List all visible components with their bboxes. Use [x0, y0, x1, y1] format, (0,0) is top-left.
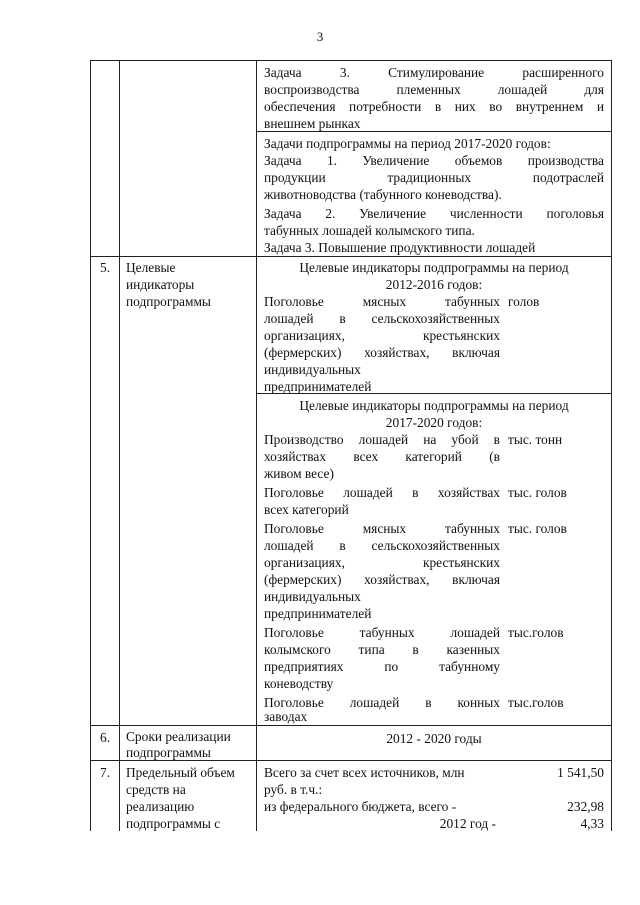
row-label: Предельный объем	[126, 765, 235, 780]
text-line: Задача 3. Повышение продуктивности лошадей	[264, 240, 536, 255]
indicator-line: лошадей в сельскохозяйственных	[264, 538, 500, 553]
text-line: воспроизводства племенных лошадей для	[264, 82, 604, 97]
indicator-unit: тыс.голов	[508, 625, 564, 640]
funding-value: 4,33	[580, 816, 604, 831]
text-line: Задача 3. Стимулирование расширенного	[264, 65, 604, 80]
row-label: подпрограммы с	[126, 816, 221, 831]
indicator-line: (фермерских) хозяйствах, включая	[264, 345, 500, 360]
indicator-line: индивидуальных	[264, 362, 361, 377]
text-line: табунных лошадей колымского типа.	[264, 223, 475, 238]
row-number: 7.	[100, 765, 111, 780]
text-line: обеспечения потребности в них во внутреннем и	[264, 99, 604, 114]
text-line: Задача 2. Увеличение численности поголовья	[264, 206, 604, 221]
indicator-unit: голов	[508, 294, 540, 309]
indicator-line: лошадей в сельскохозяйственных	[264, 311, 500, 326]
funding-text: из федерального бюджета, всего -	[264, 799, 457, 814]
row-label: реализацию	[126, 799, 195, 814]
indicator-line: организациях, крестьянских	[264, 555, 500, 570]
indicator-unit: тыс. тонн	[508, 432, 563, 447]
row-label: подпрограммы	[126, 294, 211, 309]
funding-value: 1 541,50	[557, 765, 604, 780]
period-header: Целевые индикаторы подпрограммы на период	[299, 398, 569, 413]
indicator-line: Поголовье мясных табунных	[264, 521, 500, 536]
row-label: Целевые	[126, 260, 176, 275]
indicator-line: Поголовье лошадей в конных	[264, 695, 500, 710]
indicator-line: предпринимателей	[264, 606, 372, 621]
row-label: Сроки реализации	[126, 729, 231, 744]
funding-value: 232,98	[567, 799, 604, 814]
indicator-unit: тыс.голов	[508, 695, 564, 710]
indicator-line: коневодству	[264, 676, 334, 691]
row-label: индикаторы	[126, 277, 195, 292]
row-number: 5.	[100, 260, 111, 275]
indicator-line: индивидуальных	[264, 589, 361, 604]
funding-text: руб. в т.ч.:	[264, 782, 323, 797]
row-label: средств на	[126, 782, 186, 797]
funding-text: 2012 год -	[439, 816, 496, 831]
tasks-header: Задачи подпрограммы на период 2017-2020 годов:	[264, 136, 551, 151]
indicator-line: всех категорий	[264, 502, 349, 517]
text-line: продукции традиционных подотраслей	[264, 170, 604, 185]
funding-text: Всего за счет всех источников, млн	[264, 765, 465, 780]
indicator-line: колымского типа в казенных	[264, 642, 500, 657]
period-header: 2017-2020 годов:	[385, 415, 483, 430]
row-label: подпрограммы	[126, 745, 211, 760]
period-value: 2012 - 2020 годы	[386, 731, 482, 746]
text-line: внешнем рынках	[264, 116, 361, 131]
row-number: 6.	[100, 730, 111, 745]
indicator-line: предпринимателей	[264, 379, 372, 394]
period-header: 2012-2016 годов:	[385, 277, 483, 292]
indicator-line: Поголовье лошадей в хозяйствах	[264, 485, 500, 500]
page-number: 3	[316, 29, 324, 44]
indicator-line: Поголовье мясных табунных	[264, 294, 500, 309]
indicator-unit: тыс. голов	[508, 521, 567, 536]
text-line: Задача 1. Увеличение объемов производства	[264, 153, 604, 168]
indicator-line: организациях, крестьянских	[264, 328, 500, 343]
indicator-line: Поголовье табунных лошадей	[264, 625, 500, 640]
indicator-unit: тыс. голов	[508, 485, 567, 500]
indicator-line: (фермерских) хозяйствах, включая	[264, 572, 500, 587]
period-header: Целевые индикаторы подпрограммы на период	[299, 260, 569, 275]
text-line: животноводства (табунного коневодства).	[264, 187, 502, 202]
indicator-line: заводах	[264, 709, 308, 724]
indicator-line: хозяйствах всех категорий (в	[264, 449, 500, 464]
indicator-line: предприятиях по табунному	[264, 659, 500, 674]
indicator-line: живом весе)	[264, 466, 334, 481]
indicator-line: Производство лошадей на убой в	[264, 432, 500, 447]
